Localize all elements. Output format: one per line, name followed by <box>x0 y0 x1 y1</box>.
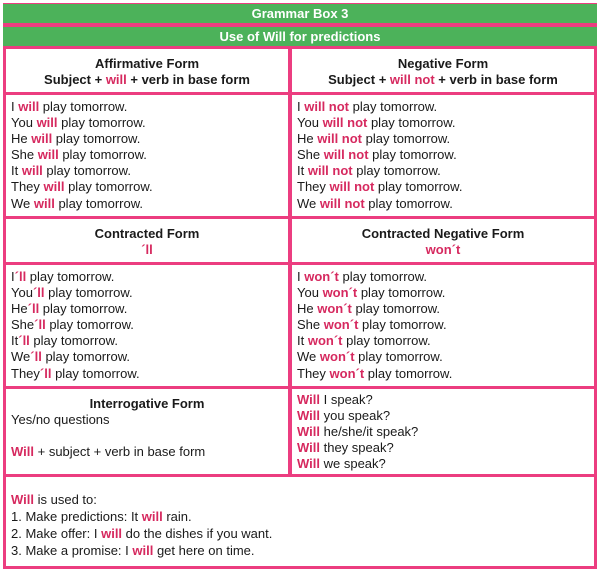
list-item: They will play tomorrow. <box>11 179 153 195</box>
contracted-negative-heading: Contracted Negative Form <box>361 226 525 241</box>
list-item: It will play tomorrow. <box>11 163 131 179</box>
contracted-heading: Contracted Form <box>94 226 200 241</box>
grammar-box-subtitle: Use of Will for predictions <box>3 27 597 46</box>
list-item: Will you speak? <box>297 408 391 424</box>
list-item: He won´t play tomorrow. <box>297 301 441 317</box>
list-item: We will play tomorrow. <box>11 195 143 211</box>
list-item: We´ll play tomorrow. <box>11 349 130 365</box>
list-item: He will not play tomorrow. <box>297 131 451 147</box>
list-item: 2. Make offer: I will do the dishes if you want. <box>11 526 273 541</box>
list-item: They´ll play tomorrow. <box>11 365 140 381</box>
list-item: 3. Make a promise: I will get here on time. <box>11 543 255 558</box>
list-item: They won´t play tomorrow. <box>297 365 453 381</box>
affirmative-formula: Subject + will + verb in base form <box>44 72 250 87</box>
contracted-list <box>6 265 288 386</box>
grammar-box-title: Grammar Box 3 <box>3 4 597 23</box>
list-item: You will play tomorrow. <box>11 115 146 131</box>
negative-heading: Negative Form <box>397 56 489 71</box>
list-item: Will I speak? <box>297 392 373 407</box>
list-item: 1. Make predictions: It will rain. <box>11 509 192 524</box>
interrogative-explanation <box>6 389 288 474</box>
affirmative-heading: Affirmative Form <box>94 56 200 71</box>
uses-intro: Will is used to: <box>11 492 97 507</box>
contracted-negative-header <box>292 219 594 262</box>
interrogative-subheading: Yes/no questions <box>11 412 110 427</box>
list-item: I´ll play tomorrow. <box>11 269 115 284</box>
list-item: He´ll play tomorrow. <box>11 301 128 317</box>
contracted-negative-list <box>292 265 594 386</box>
list-item: He will play tomorrow. <box>11 131 141 147</box>
list-item: She will play tomorrow. <box>11 147 147 163</box>
list-item: You´ll play tomorrow. <box>11 285 133 301</box>
negative-formula: Subject + will not + verb in base form <box>328 72 558 87</box>
negative-list <box>292 95 594 216</box>
list-item: She´ll play tomorrow. <box>11 317 134 333</box>
negative-header <box>292 49 594 92</box>
list-item: Will he/she/it speak? <box>297 424 419 440</box>
list-item: I won´t play tomorrow. <box>297 269 428 284</box>
list-item: She will not play tomorrow. <box>297 147 457 163</box>
affirmative-header <box>6 49 288 92</box>
list-item: She won´t play tomorrow. <box>297 317 447 333</box>
list-item: It´ll play tomorrow. <box>11 333 118 349</box>
list-item: It won´t play tomorrow. <box>297 333 431 349</box>
list-item: I will not play tomorrow. <box>297 99 438 114</box>
interrogative-formula: Will + subject + verb in base form <box>11 444 206 459</box>
interrogative-heading: Interrogative Form <box>89 396 205 411</box>
contracted-negative-form: won´t <box>425 242 461 257</box>
list-item: We will not play tomorrow. <box>297 195 453 211</box>
list-item: Will they speak? <box>297 440 394 456</box>
list-item: You will not play tomorrow. <box>297 115 456 131</box>
uses-section <box>6 477 594 566</box>
interrogative-list <box>292 389 594 474</box>
list-item: We won´t play tomorrow. <box>297 349 443 365</box>
list-item: I will play tomorrow. <box>11 99 128 114</box>
list-item: You won´t play tomorrow. <box>297 285 446 301</box>
contracted-form: ´ll <box>141 242 153 257</box>
list-item: They will not play tomorrow. <box>297 179 463 195</box>
list-item: It will not play tomorrow. <box>297 163 441 179</box>
affirmative-list <box>6 95 288 216</box>
list-item: Will we speak? <box>297 456 386 472</box>
contracted-header <box>6 219 288 262</box>
